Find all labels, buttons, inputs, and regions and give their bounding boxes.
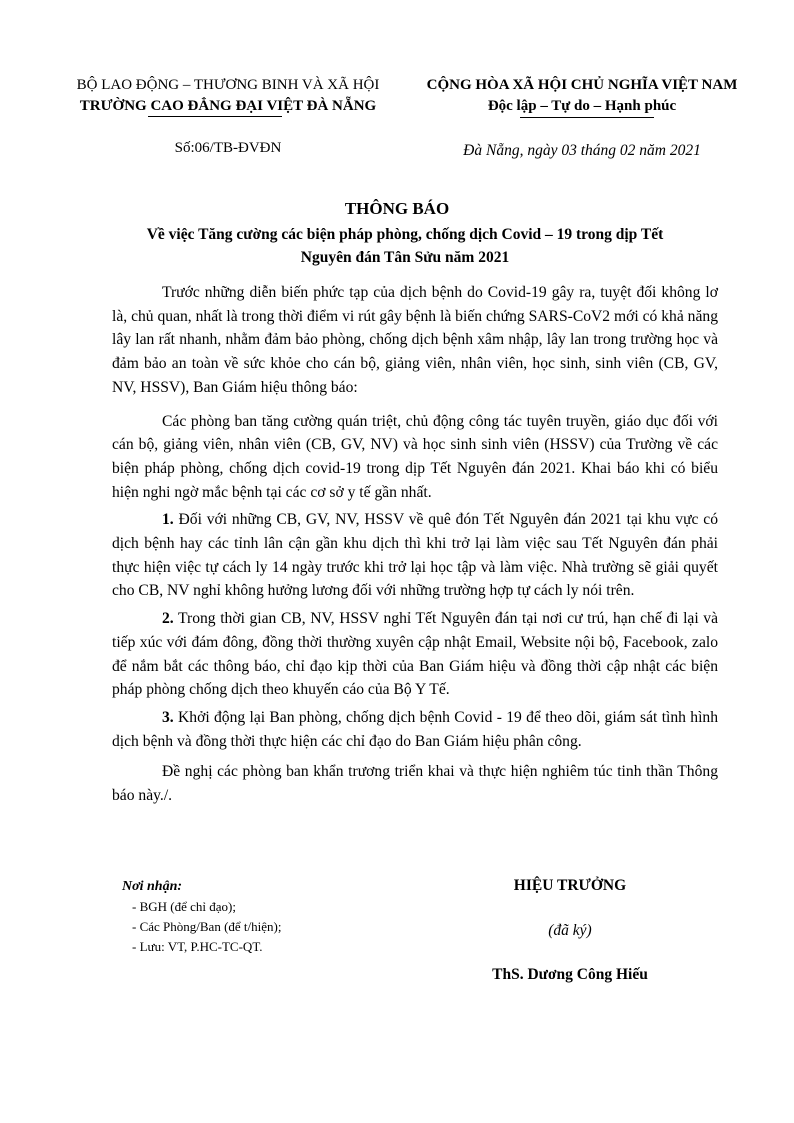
item-paragraph bbox=[112, 508, 718, 603]
country-name: CỘNG HÒA XÃ HỘI CHỦ NGHĨA VIỆT NAM bbox=[426, 77, 738, 93]
subtitle-line-1: Về việc Tăng cường các biện pháp phòng, chống dịch Covid – 19 trong dịp Tết bbox=[146, 226, 664, 243]
signature-block bbox=[440, 877, 700, 984]
ministry-name: BỘ LAO ĐỘNG – THƯƠNG BINH VÀ XÃ HỘI bbox=[76, 77, 380, 93]
item-paragraph bbox=[112, 607, 718, 702]
recipient-item: - BGH (để chỉ đạo); bbox=[132, 899, 236, 914]
item-number: 2. bbox=[162, 610, 174, 628]
subtitle-line-2: Nguyên đán Tân Sửu năm 2021 bbox=[300, 249, 510, 266]
recipients-label: Nơi nhận: bbox=[122, 879, 183, 894]
item-number: 3. bbox=[162, 708, 174, 726]
signer-name: ThS. Dương Công Hiếu bbox=[492, 966, 648, 983]
item-text: Đối với những CB, GV, NV, HSSV về quê đón Tết Nguyên đán 2021 tại khu vực có dịch bệnh hay các tỉnh lân cận gần khu dịch thì khi trở lại làm việc sau Tết Nguyên đán phải thực hiện việc tự cách ly 14 ngày trước khi trở lại học tập và làm việc. Nhà trường sẽ giải quyết cho CB, NV nghỉ không hưởng lương đối với những trường hợp tự cách ly nói trên. bbox=[112, 511, 718, 600]
national-motto: Độc lập – Tự do – Hạnh phúc bbox=[487, 98, 677, 114]
item-text: Trong thời gian CB, NV, HSSV nghỉ Tết Nguyên đán tại nơi cư trú, hạn chế đi lại và tiếp xúc với đám đông, đồng thời thường xuyên cập nhật Email, Website nội bộ, Facebook, zalo để nắm bắt các thông báo, chỉ đạo kịp thời của Ban Giám hiệu và đồng thời cập nhật các biện pháp phòng chống dịch theo khuyến cáo của Bộ Y Tế. bbox=[112, 610, 718, 699]
document-date: Đà Nẵng, ngày 03 tháng 02 năm 2021 bbox=[463, 142, 701, 159]
national-header bbox=[408, 75, 756, 117]
item-number: 1. bbox=[162, 511, 174, 529]
document-title: THÔNG BÁO bbox=[344, 199, 450, 218]
signed-note: (đã ký) bbox=[548, 922, 592, 939]
item-paragraph bbox=[112, 706, 718, 753]
recipient-item: - Các Phòng/Ban (để t/hiện); bbox=[132, 919, 282, 934]
school-underline bbox=[148, 116, 282, 117]
general-paragraph: Các phòng ban tăng cường quán triệt, chủ động công tác tuyên truyền, giáo dục đối với cán bộ, giảng viên, nhân viên (CB, GV, NV) và học sinh sinh viên (HSSV) của Trường về các biện pháp phòng, chống dịch covid-19 trong dịp Tết Nguyên đán 2021. Khai báo khi có biểu hiện nghi ngờ mắc bệnh tại các cơ sở y tế gần nhất. bbox=[112, 412, 718, 501]
document-body bbox=[112, 281, 718, 808]
closing-paragraph: Đề nghị các phòng ban khẩn trương triển khai và thực hiện nghiêm túc tinh thần Thông báo này./. bbox=[112, 763, 718, 805]
recipient-item: - Lưu: VT, P.HC-TC-QT. bbox=[132, 939, 263, 954]
document-number: Số:06/TB-ĐVĐN bbox=[174, 140, 282, 156]
document-subtitle bbox=[100, 223, 710, 269]
issuer-block bbox=[62, 75, 394, 117]
school-name: TRƯỜNG CAO ĐẲNG ĐẠI VIỆT ĐÀ NẴNG bbox=[79, 98, 377, 114]
motto-underline bbox=[520, 117, 654, 118]
recipients-block bbox=[122, 877, 382, 957]
item-text: Khởi động lại Ban phòng, chống dịch bệnh Covid - 19 để theo dõi, giám sát tình hình dịch bệnh và đồng thời thực hiện các chỉ đạo do Ban Giám hiệu phân công. bbox=[112, 708, 718, 750]
signer-position: HIỆU TRƯỞNG bbox=[513, 877, 627, 894]
intro-paragraph: Trước những diễn biến phức tạp của dịch bệnh do Covid-19 gây ra, tuyệt đối không lơ là, chủ quan, nhất là trong thời điểm vi rút gây bệnh là biến chứng SARS-CoV2 mới có khả năng lây lan rất nhanh, nhằm đảm bảo phòng, chống dịch bệnh xâm nhập, lây lan trong trường học và đảm bảo an toàn về sức khỏe cho cán bộ, giảng viên, nhân viên, học sinh, sinh viên (CB, GV, NV, HSSV), Ban Giám hiệu thông báo: bbox=[112, 284, 718, 396]
